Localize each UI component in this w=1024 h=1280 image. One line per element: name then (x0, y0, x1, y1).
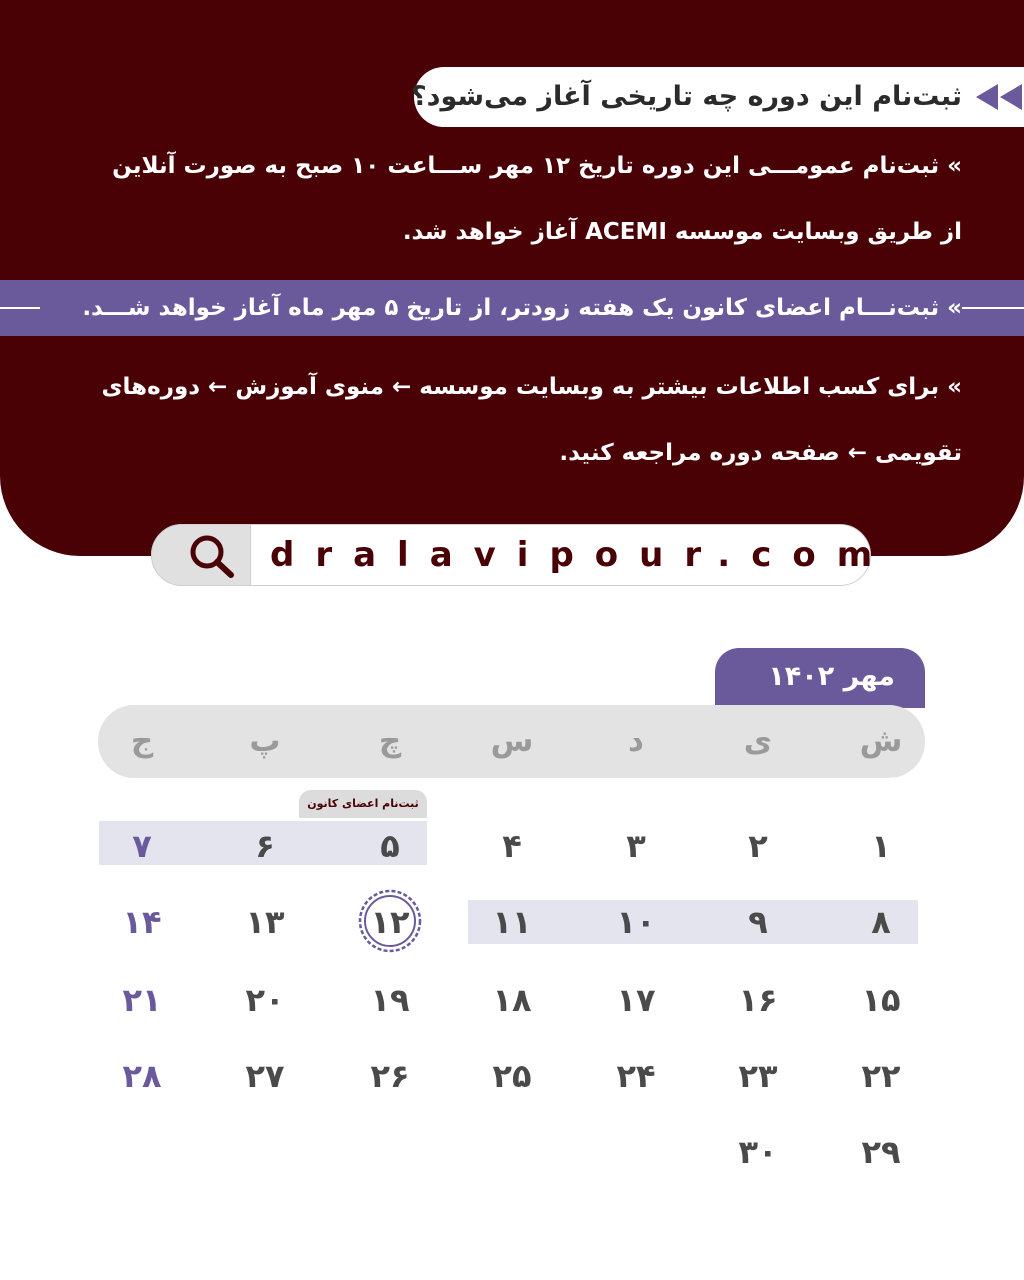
weekday-label: ج (130, 723, 154, 759)
calendar-day: ۲۲ (861, 1057, 901, 1095)
paragraph2-line2: تقویمی ← صفحه دوره مراجعه کنید. (559, 440, 962, 466)
calendar-day: ۵ (380, 827, 400, 865)
calendar-day: ۱۲ (370, 903, 410, 941)
calendar-day: ۱۴ (122, 903, 162, 941)
calendar-day: ۲۰ (245, 981, 285, 1019)
website-url[interactable]: dralavipour.com (270, 535, 894, 575)
band-line-left (0, 307, 40, 309)
event-label: ثبت‌نام اعضای کانون (299, 790, 427, 818)
calendar-day: ۲۹ (861, 1133, 901, 1171)
band-line-right (962, 307, 1024, 309)
calendar-day: ۹ (748, 903, 768, 941)
calendar-day: ۲۷ (245, 1057, 285, 1095)
calendar-day: ۱۹ (370, 981, 410, 1019)
weekday-label: ش (859, 723, 903, 759)
search-icon (186, 533, 236, 579)
calendar-day: ۳ (626, 827, 646, 865)
calendar-day: ۸ (871, 903, 891, 941)
calendar-day: ۲۴ (616, 1057, 656, 1095)
weekday-label: پ (249, 723, 281, 759)
calendar-day: ۲۸ (122, 1057, 162, 1095)
weekday-label: د (628, 723, 644, 759)
paragraph2-line1: » برای کسب اطلاعات بیشتر به وبسایت موسسه ← منوی آموزش ← دوره‌های (101, 374, 962, 400)
calendar-day: ۱۶ (738, 981, 778, 1019)
calendar-day: ۳۰ (738, 1133, 778, 1171)
paragraph1-line1: » ثبت‌نام عمومـــی این دوره تاریخ ۱۲ مهر ســـاعت ۱۰ صبح به صورت آنلاین (112, 153, 962, 179)
paragraph1-line2: از طریق وبسایت موسسه ACEMI آغاز خواهد شد. (402, 219, 962, 245)
calendar-day: ۱۵ (861, 981, 901, 1019)
calendar-day: ۱۸ (492, 981, 532, 1019)
calendar-day: ۱۷ (616, 981, 656, 1019)
weekday-label: ی (743, 723, 773, 759)
calendar-day: ۷ (132, 827, 152, 865)
calendar-day: ۲۵ (492, 1057, 532, 1095)
calendar-day: ۴ (502, 827, 522, 865)
weekday-label: س (490, 723, 534, 759)
highlight-line: » ثبت‌نـــام اعضای کانون یک هفته زودتر، از تاریخ ۵ مهر ماه آغاز خواهد شـــد. (82, 295, 962, 321)
double-arrow-icon (976, 84, 1022, 110)
calendar-day: ۱۳ (245, 903, 285, 941)
month-title: مهر ۱۴۰۲ (768, 661, 895, 692)
calendar-day: ۲ (748, 827, 768, 865)
calendar-day: ۱۰ (616, 903, 656, 941)
calendar-day: ۱ (871, 827, 891, 865)
calendar-day: ۶ (255, 827, 275, 865)
calendar-day: ۲۳ (738, 1057, 778, 1095)
calendar-day: ۱۱ (492, 903, 532, 941)
calendar-day: ۲۱ (122, 981, 162, 1019)
weekday-label: چ (378, 723, 402, 759)
question-heading: ثبت‌نام این دوره چه تاریخی آغاز می‌شود؟ (411, 81, 962, 112)
calendar-day: ۲۶ (370, 1057, 410, 1095)
